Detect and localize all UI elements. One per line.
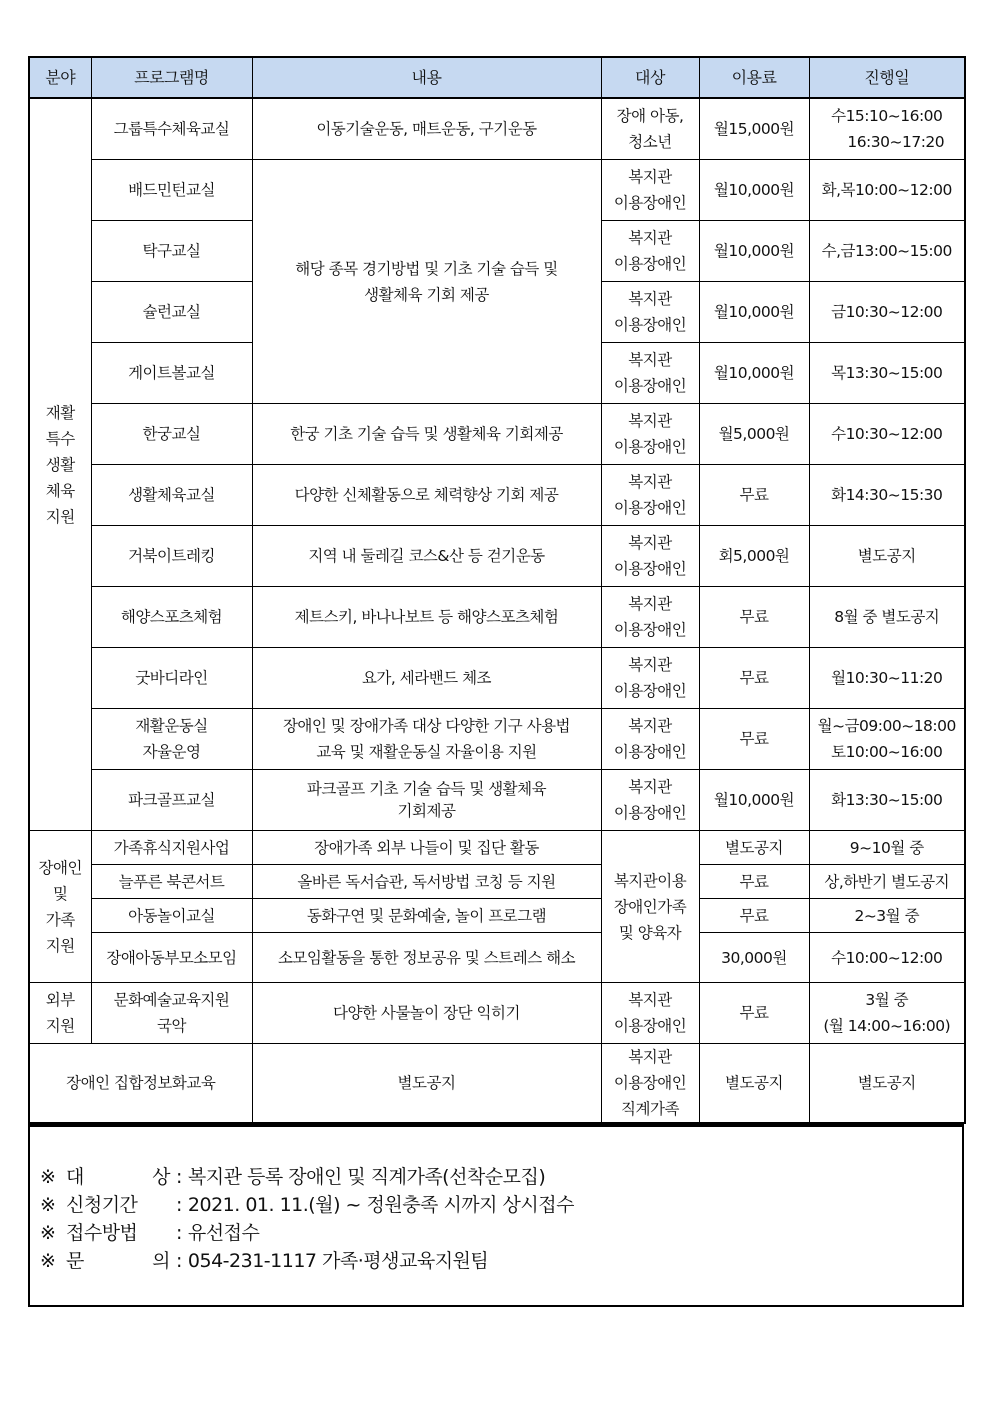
program-schedule xyxy=(809,648,965,709)
program-name-text: 슐런교실 xyxy=(142,303,201,321)
program-content-text: 해당 종목 경기방법 및 기초 기술 습득 및 xyxy=(295,259,558,278)
program-schedule xyxy=(809,983,965,1044)
program-name xyxy=(91,831,252,865)
table-row xyxy=(29,831,965,865)
program-content-text: 이동기술운동, 매트운동, 구기운동 xyxy=(316,120,537,138)
note-inquiry xyxy=(40,1247,962,1275)
schedule-line: 수15:10~16:00 xyxy=(831,107,943,125)
header-schedule: 진행일 xyxy=(809,57,965,98)
program-name-text: 거북이트레킹 xyxy=(128,547,215,565)
program-name xyxy=(91,282,252,343)
program-name xyxy=(91,343,252,404)
program-content-text: 지역 내 둘레길 코스&산 등 걷기운동 xyxy=(308,547,545,565)
table-row xyxy=(29,983,965,1044)
program-fee: 월10,000원 xyxy=(699,160,809,221)
note-label xyxy=(66,1247,170,1275)
note-period xyxy=(40,1191,962,1219)
category-line: 장애인 xyxy=(38,858,82,877)
program-name: 장애인 집합정보화교육 xyxy=(29,1044,252,1124)
note-label-part: 의 xyxy=(152,1250,170,1272)
program-schedule xyxy=(809,831,965,865)
category-line: 외부 xyxy=(45,991,75,1009)
target-line: 복지관 xyxy=(628,412,672,430)
note-label-part: 문 xyxy=(66,1250,84,1272)
schedule-line: 금10:30~12:00 xyxy=(831,303,943,321)
schedule-line: (월 14:00~16:00) xyxy=(823,1017,951,1035)
reference-mark-icon: ※ xyxy=(40,1250,56,1272)
program-content xyxy=(252,465,601,526)
schedule-line: 수,금13:00~15:00 xyxy=(821,242,952,260)
note-colon: : xyxy=(176,1194,182,1216)
program-content xyxy=(252,865,601,899)
program-content xyxy=(252,709,601,770)
program-schedule xyxy=(809,933,965,983)
program-content xyxy=(252,587,601,648)
program-target xyxy=(601,160,699,221)
program-target xyxy=(601,983,699,1044)
category-line: 및 xyxy=(53,884,68,903)
program-fee: 월15,000원 xyxy=(699,98,809,160)
program-name xyxy=(91,648,252,709)
target-line: 복지관 xyxy=(628,717,672,735)
table-row xyxy=(29,899,965,933)
header-target: 대상 xyxy=(601,57,699,98)
target-line: 및 양육자 xyxy=(618,923,682,942)
program-content-text: 장애인 및 장애가족 대상 다양한 기구 사용법 xyxy=(282,717,571,735)
program-fee: 별도공지 xyxy=(699,831,809,865)
program-name xyxy=(91,526,252,587)
program-fee: 월10,000원 xyxy=(699,343,809,404)
target-line: 이용장애인 xyxy=(613,1074,687,1092)
reference-mark-icon: ※ xyxy=(40,1194,56,1216)
reference-mark-icon: ※ xyxy=(40,1222,56,1244)
program-fee: 무료 xyxy=(699,709,809,770)
target-line: 이용장애인 xyxy=(613,377,687,395)
target-line: 복지관 xyxy=(628,290,672,308)
target-line: 이용장애인 xyxy=(613,316,687,334)
program-content-text: 다양한 신체활동으로 체력향상 기회 제공 xyxy=(294,486,559,504)
program-name xyxy=(91,160,252,221)
program-schedule xyxy=(809,221,965,282)
target-line: 복지관이용 xyxy=(613,871,687,890)
program-name xyxy=(91,770,252,831)
program-content-text: 파크골프 기초 기술 습득 및 생활체육 xyxy=(306,780,547,798)
program-target xyxy=(601,587,699,648)
table-row xyxy=(29,404,965,465)
program-name xyxy=(91,221,252,282)
program-target xyxy=(601,709,699,770)
program-name xyxy=(91,404,252,465)
program-name xyxy=(91,98,252,160)
category-cell xyxy=(29,983,91,1044)
program-table xyxy=(28,56,966,1124)
note-value: 유선접수 xyxy=(187,1222,260,1244)
table-row xyxy=(29,770,965,831)
program-target xyxy=(601,770,699,831)
target-line: 복지관 xyxy=(628,656,672,674)
program-content-shared xyxy=(252,160,601,404)
program-fee: 월10,000원 xyxy=(699,282,809,343)
program-name-text: 늘푸른 북콘서트 xyxy=(118,872,225,891)
note-colon: : xyxy=(176,1166,182,1188)
program-name-text: 탁구교실 xyxy=(142,242,201,260)
header-content: 내용 xyxy=(252,57,601,98)
note-target xyxy=(40,1163,962,1191)
program-schedule xyxy=(809,526,965,587)
table-row xyxy=(29,526,965,587)
program-fee: 월5,000원 xyxy=(699,404,809,465)
target-line: 이용장애인 xyxy=(613,499,687,517)
program-target xyxy=(601,465,699,526)
category-line: 재활 xyxy=(45,403,75,422)
target-line: 이용장애인 xyxy=(613,194,687,212)
program-name-text: 장애아동부모소모임 xyxy=(106,948,237,967)
note-label: 접수방법 xyxy=(66,1222,138,1244)
program-content-text: 소모임활동을 통한 정보공유 및 스트레스 해소 xyxy=(277,948,576,967)
program-fee: 무료 xyxy=(699,865,809,899)
notes-box xyxy=(28,1124,964,1307)
program-content-text: 다양한 사물놀이 장단 익히기 xyxy=(333,1004,520,1022)
table-row xyxy=(29,933,965,983)
program-sheet xyxy=(28,56,964,1307)
target-line: 복지관 xyxy=(628,229,672,247)
program-fee: 30,000원 xyxy=(699,933,809,983)
program-target xyxy=(601,221,699,282)
schedule-line: 9~10월 중 xyxy=(849,838,924,857)
target-line: 장애인가족 xyxy=(613,897,687,916)
program-name xyxy=(91,983,252,1044)
note-value: 복지관 등록 장애인 및 직계가족(선착순모집) xyxy=(187,1166,546,1188)
program-schedule xyxy=(809,899,965,933)
category-line: 체육 xyxy=(45,481,75,500)
program-schedule xyxy=(809,160,965,221)
program-content-text: 교육 및 재활운동실 자율이용 지원 xyxy=(316,743,537,761)
target-line: 이용장애인 xyxy=(613,255,687,273)
table-row xyxy=(29,465,965,526)
note-value: 054-231-1117 가족·평생교육지원팀 xyxy=(187,1250,489,1272)
table-row xyxy=(29,160,965,221)
category-cell xyxy=(29,831,91,983)
program-target xyxy=(601,98,699,160)
target-line: 직계가족 xyxy=(621,1100,679,1118)
program-fee: 별도공지 xyxy=(699,1044,809,1124)
program-fee: 월10,000원 xyxy=(699,221,809,282)
program-target xyxy=(601,526,699,587)
program-content xyxy=(252,526,601,587)
program-name-text: 국악 xyxy=(157,1017,186,1035)
program-content xyxy=(252,404,601,465)
table-row xyxy=(29,865,965,899)
target-line: 청소년 xyxy=(628,133,672,151)
program-name-text: 파크골프교실 xyxy=(128,791,215,809)
schedule-line: 목13:30~15:00 xyxy=(831,364,943,382)
program-content-text: 한궁 기초 기술 습득 및 생활체육 기회제공 xyxy=(290,425,563,443)
program-content xyxy=(252,933,601,983)
program-name-text: 배드민턴교실 xyxy=(128,181,215,199)
schedule-line: 월~금09:00~18:00 xyxy=(817,717,956,735)
program-name xyxy=(91,709,252,770)
schedule-line: 수10:30~12:00 xyxy=(831,425,943,443)
program-fee: 월10,000원 xyxy=(699,770,809,831)
target-line: 복지관 xyxy=(628,534,672,552)
category-line: 생활 xyxy=(45,455,75,474)
program-schedule xyxy=(809,404,965,465)
note-colon: : xyxy=(176,1250,182,1272)
table-row xyxy=(29,709,965,770)
note-value: 2021. 01. 11.(월) ~ 정원충족 시까지 상시접수 xyxy=(187,1194,574,1216)
target-line: 복지관 xyxy=(628,1048,672,1066)
target-line: 복지관 xyxy=(628,168,672,186)
program-name-text: 가족휴식지원사업 xyxy=(113,838,230,857)
header-category: 분야 xyxy=(29,57,91,98)
header-program-name: 프로그램명 xyxy=(91,57,252,98)
program-fee: 회5,000원 xyxy=(699,526,809,587)
program-content-text: 생활체육 기회 제공 xyxy=(364,285,489,304)
program-fee: 무료 xyxy=(699,899,809,933)
program-target xyxy=(601,404,699,465)
target-line: 이용장애인 xyxy=(613,1017,687,1035)
program-content-text: 장애가족 외부 나들이 및 집단 활동 xyxy=(314,838,539,857)
category-line: 지원 xyxy=(45,1017,75,1035)
schedule-line: 토10:00~16:00 xyxy=(831,743,943,761)
program-content-text: 동화구연 및 문화예술, 놀이 프로그램 xyxy=(306,906,547,925)
program-schedule xyxy=(809,343,965,404)
program-content xyxy=(252,648,601,709)
schedule-line: 화,목10:00~12:00 xyxy=(821,181,952,199)
schedule-line: 16:30~17:20 xyxy=(847,133,945,151)
program-name-text: 게이트볼교실 xyxy=(128,364,215,382)
note-label-part: 대 xyxy=(66,1166,84,1188)
reference-mark-icon: ※ xyxy=(40,1166,56,1188)
program-name-text: 아동놀이교실 xyxy=(128,906,215,925)
schedule-line: 화13:30~15:00 xyxy=(831,791,943,809)
target-line: 복지관 xyxy=(628,778,672,796)
program-name-text: 재활운동실 xyxy=(135,717,208,735)
target-line: 이용장애인 xyxy=(613,438,687,456)
program-name-text: 해양스포츠체험 xyxy=(120,608,223,626)
note-label-part: 상 xyxy=(152,1166,170,1188)
program-name xyxy=(91,465,252,526)
target-line: 이용장애인 xyxy=(613,621,687,639)
target-line: 장애 아동, xyxy=(616,107,684,125)
program-schedule xyxy=(809,770,965,831)
schedule-line: 수10:00~12:00 xyxy=(831,948,943,967)
target-line: 이용장애인 xyxy=(613,804,687,822)
program-fee: 무료 xyxy=(699,648,809,709)
schedule-line: 화14:30~15:30 xyxy=(831,486,943,504)
program-name xyxy=(91,899,252,933)
program-content xyxy=(252,98,601,160)
category-line: 지원 xyxy=(45,507,75,526)
program-name-text: 자율운영 xyxy=(142,743,201,761)
program-schedule xyxy=(809,865,965,899)
program-schedule xyxy=(809,709,965,770)
program-content: 별도공지 xyxy=(252,1044,601,1124)
program-schedule xyxy=(809,98,965,160)
program-content xyxy=(252,899,601,933)
target-line: 이용장애인 xyxy=(613,682,687,700)
program-target xyxy=(601,1044,699,1124)
note-label: 신청기간 xyxy=(66,1194,138,1216)
program-content-text: 요가, 세라밴드 체조 xyxy=(361,669,492,687)
program-content xyxy=(252,831,601,865)
program-target xyxy=(601,343,699,404)
program-fee: 무료 xyxy=(699,983,809,1044)
note-method xyxy=(40,1219,962,1247)
program-content-text: 제트스키, 바나나보트 등 해양스포츠체험 xyxy=(294,608,559,626)
program-content-text: 기회제공 xyxy=(397,802,456,820)
program-content-text: 올바른 독서습관, 독서방법 코칭 등 지원 xyxy=(297,872,556,891)
note-label xyxy=(66,1163,170,1191)
schedule-line: 3월 중 xyxy=(865,991,909,1009)
program-target xyxy=(601,282,699,343)
schedule-line: 별도공지 xyxy=(857,547,916,565)
category-line: 가족 xyxy=(45,910,75,929)
target-line: 복지관 xyxy=(628,351,672,369)
table-row xyxy=(29,648,965,709)
program-target-shared xyxy=(601,831,699,983)
category-line: 특수 xyxy=(45,429,75,448)
note-colon: : xyxy=(176,1222,182,1244)
program-target xyxy=(601,648,699,709)
target-line: 이용장애인 xyxy=(613,560,687,578)
target-line: 이용장애인 xyxy=(613,743,687,761)
program-content xyxy=(252,983,601,1044)
table-row xyxy=(29,587,965,648)
table-header-row xyxy=(29,57,965,98)
program-name xyxy=(91,933,252,983)
program-name-text: 굿바디라인 xyxy=(135,669,208,687)
target-line: 복지관 xyxy=(628,991,672,1009)
program-fee: 무료 xyxy=(699,587,809,648)
schedule-line: 월10:30~11:20 xyxy=(831,669,943,687)
schedule-line: 8월 중 별도공지 xyxy=(834,608,940,626)
program-content xyxy=(252,770,601,831)
program-schedule xyxy=(809,587,965,648)
table-row xyxy=(29,98,965,160)
schedule-line: 2~3월 중 xyxy=(854,906,920,925)
program-fee: 무료 xyxy=(699,465,809,526)
program-name-text: 문화예술교육지원 xyxy=(113,991,230,1009)
category-line: 지원 xyxy=(45,936,75,955)
program-schedule xyxy=(809,282,965,343)
program-schedule: 별도공지 xyxy=(809,1044,965,1124)
program-name-text: 생활체육교실 xyxy=(128,486,215,504)
header-fee: 이용료 xyxy=(699,57,809,98)
program-name xyxy=(91,865,252,899)
program-schedule xyxy=(809,465,965,526)
schedule-line: 상,하반기 별도공지 xyxy=(824,872,950,891)
target-line: 복지관 xyxy=(628,473,672,491)
program-name xyxy=(91,587,252,648)
target-line: 복지관 xyxy=(628,595,672,613)
table-row xyxy=(29,1044,965,1124)
program-name-text: 한궁교실 xyxy=(142,425,201,443)
category-cell xyxy=(29,98,91,831)
program-name-text: 그룹특수체육교실 xyxy=(113,120,230,138)
